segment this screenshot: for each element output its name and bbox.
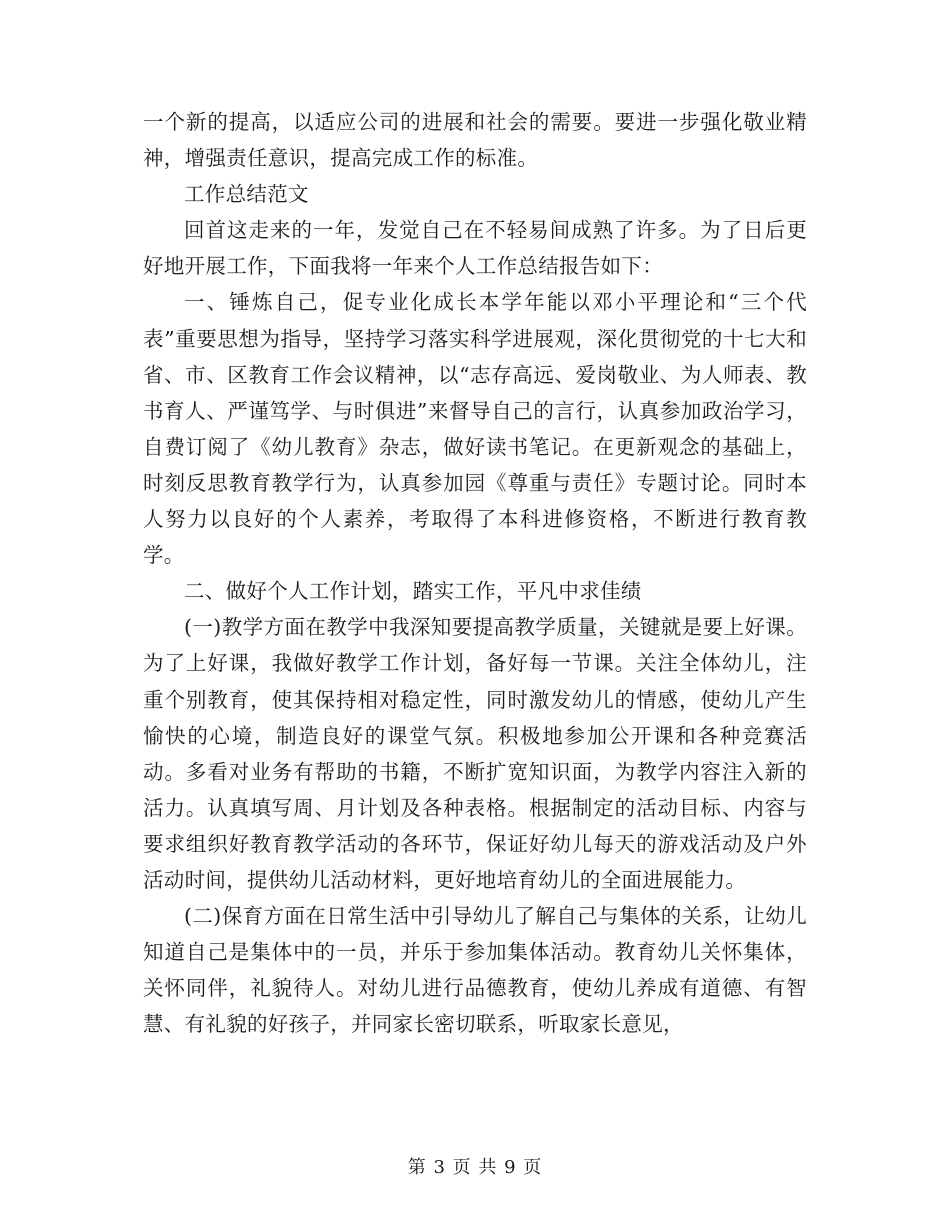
page-number-footer: 第 3 页 共 9 页 — [407, 1157, 543, 1178]
paragraph-care: (二)保育方面在日常生活中引导幼儿了解自己与集体的关系，让幼儿知道自己是集体中的一员，并乐于参加集体活动。教育幼儿关怀集体，关怀同伴，礼貌待人。对幼儿进行品德教育，使幼儿养成有道德、有智慧、有礼貌的好孩子，并同家长密切联系，听取家长意见， — [143, 904, 807, 1037]
document-body — [143, 104, 807, 1042]
paragraph-section-two-heading: 二、做好个人工作计划，踏实工作，平凡中求佳绩 — [184, 579, 642, 604]
paragraph-section-one: 一、锤炼自己，促专业化成长本学年能以邓小平理论和“三个代表”重要思想为指导，坚持学习落实科学进展观，深化贯彻党的十七大和省、市、区教育工作会议精神，以“志存高远、爱岗敬业、为人师表、教书育人、严谨笃学、与时俱进”来督导自己的言行，认真参加政治学习，自费订阅了《幼儿教育》杂志，做好读书笔记。在更新观念的基础上，时刻反思教育教学行为，认真参加园《尊重与责任》专题讨论。同时本人努力以良好的个人素养，考取得了本科进修资格，不断进行教育教学。 — [143, 290, 807, 568]
paragraph-intro: 回首这走来的一年，发觉自己在不轻易间成熟了许多。为了日后更好地开展工作，下面我将一年来个人工作总结报告如下： — [143, 218, 807, 279]
paragraph-teaching: (一)教学方面在教学中我深知要提高教学质量，关键就是要上好课。为了上好课，我做好教学工作计划，备好每一节课。关注全体幼儿，注重个别教育，使其保持相对稳定性，同时激发幼儿的情感，使幼儿产生愉快的心境，制造良好的课堂气氛。积极地参加公开课和各种竞赛活动。多看对业务有帮助的书籍，不断扩宽知识面，为教学内容注入新的活力。认真填写周、月计划及各种表格。根据制定的活动目标、内容与要求组织好教育教学活动的各环节，保证好幼儿每天的游戏活动及户外活动时间，提供幼儿活动材料，更好地培育幼儿的全面进展能力。 — [143, 615, 807, 892]
section-title: 工作总结范文 — [184, 182, 309, 207]
paragraph-continuation: 一个新的提高，以适应公司的进展和社会的需要。要进一步强化敬业精神，增强责任意识，提高完成工作的标准。 — [143, 110, 807, 171]
